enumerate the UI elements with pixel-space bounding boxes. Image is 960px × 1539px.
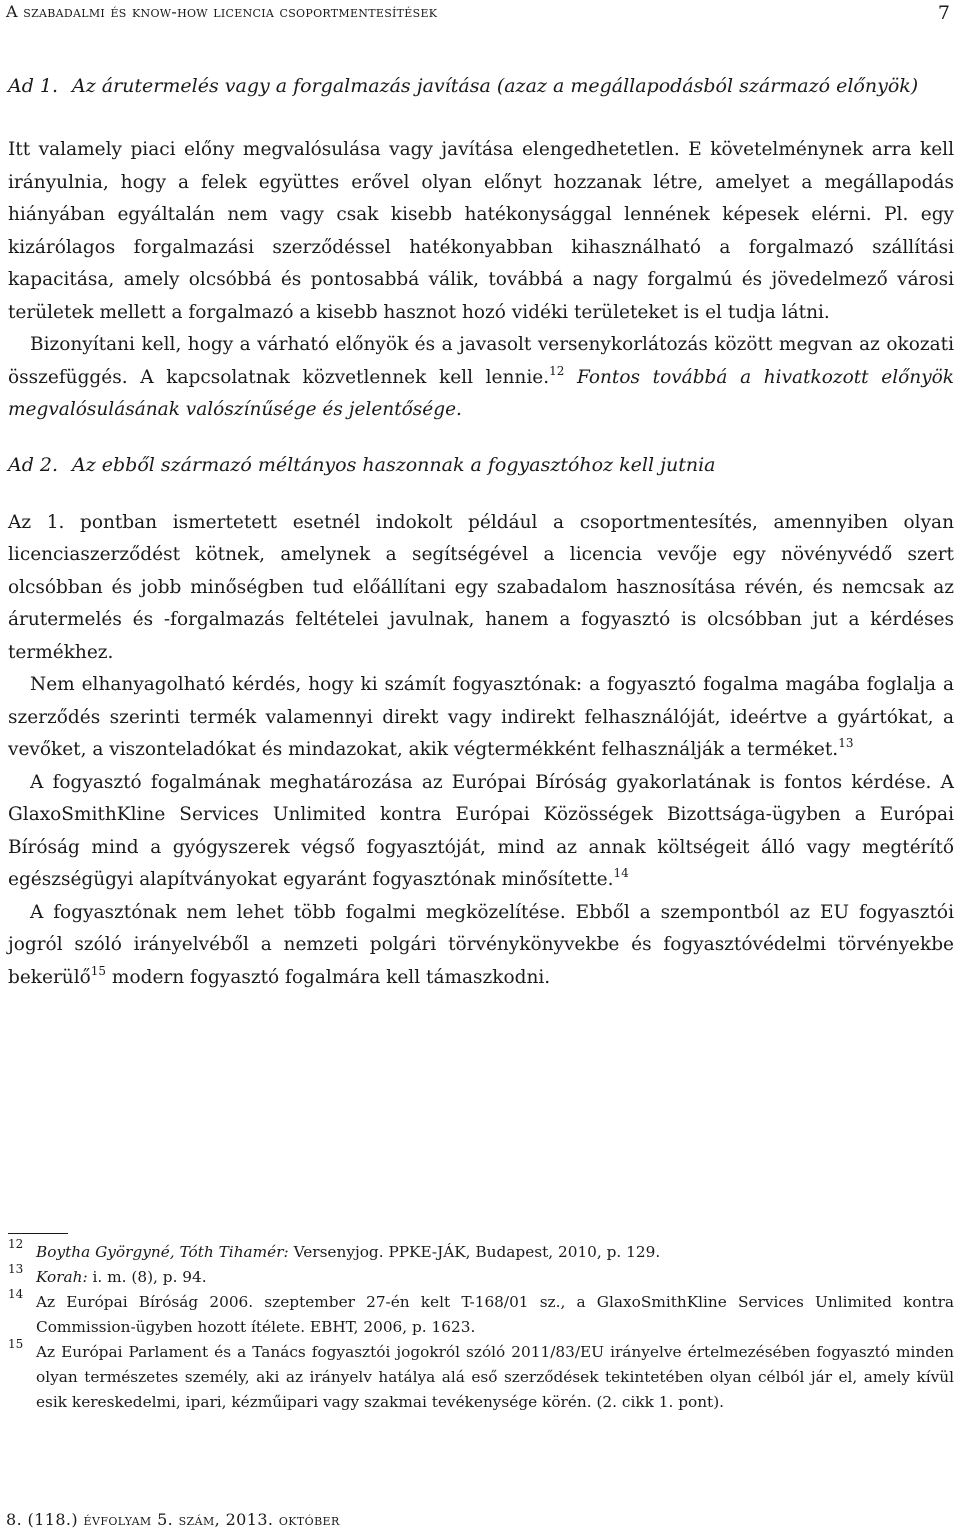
- footnote-14: [8, 1287, 954, 1340]
- footnote-authors: Korah:: [36, 1268, 88, 1286]
- footnote-15: [8, 1337, 954, 1415]
- section-1-paragraph-2-text: Bizonyítani kell, hogy a várható előnyök és a javasolt versenykorlátozás között megvan az okozati összefüggés. A kapcsolatnak közvetlennek kell lennie.: [8, 334, 954, 388]
- footnote-ref-15[interactable]: 15: [90, 963, 107, 978]
- section-1-heading: [8, 70, 954, 102]
- section-1-paragraph-2-italic: Fontos továbbá a hivatkozott előnyök megvalósulásának valószínűsége és jelentősége.: [8, 366, 954, 420]
- footnote-text: Az Európai Parlament és a Tanács fogyasztói jogokról szóló 2011/83/EU irányelve értelmezésében fogyasztó minden olyan természetes személy, aki az irányelv hatálya alá eső szerződések tekintetében olyan célból jár el, amely kívül esik kereskedelmi, ipari, kézműipari vagy szakmai tevékenysége körén. (2. cikk 1. pont).: [36, 1343, 954, 1411]
- footnote-authors: Boytha Györgyné, Tóth Tihamér:: [36, 1243, 289, 1261]
- footnote-text: i. m. (8), p. 94.: [87, 1268, 207, 1286]
- section-2-title: Az ebből származó méltányos haszonnak a fogyasztóhoz kell jutnia: [72, 453, 716, 476]
- section-2-paragraph-4: [8, 897, 954, 995]
- footnote-ref-13[interactable]: 13: [838, 736, 854, 750]
- running-header: [6, 2, 954, 30]
- running-footer: 8. (118.) évfolyam 5. szám, 2013. október: [6, 1510, 340, 1529]
- running-header-title: A szabadalmi és know-how licencia csoportmentesítések: [6, 2, 438, 21]
- footnotes: [8, 1237, 954, 1415]
- section-1-title: Az árutermelés vagy a forgalmazás javítása (azaz a megállapodásból származó előnyök): [72, 75, 919, 97]
- section-2-heading: [8, 449, 954, 481]
- footnote-number: 15: [8, 1337, 24, 1351]
- page-number: 7: [937, 2, 950, 24]
- section-1-number: Ad 1.: [8, 75, 59, 97]
- section-2-paragraph-3-text: A fogyasztó fogalmának meghatározása az Európai Bíróság gyakorlatának is fontos kérdése. A GlaxoSmithKline Services Unlimited kontra Európai Közösségek Bizottsága-ügyben a Európai Bíróság mind a gyógyszerek végső fogyasztóját, mind az annak költségeit álló vagy megtérítő egészségügyi alapítványokat egyaránt fogyasztónak minősítette.: [8, 771, 954, 890]
- section-2-number: Ad 2.: [8, 453, 59, 476]
- section-2-paragraph-2: [8, 669, 954, 767]
- section-1-paragraph-2: [8, 329, 954, 427]
- footnote-13: [8, 1262, 954, 1290]
- footnote-12: [8, 1237, 954, 1265]
- section-1-paragraph-1: Itt valamely piaci előny megvalósulása vagy javítása elengedhetetlen. E követelménynek arra kell irányulnia, hogy a felek együttes erővel olyan előnyt hozzanak létre, amelyet a megállapodás hiányában egyáltalán nem vagy csak kisebb hatékonysággal lennének képesek elérni. Pl. egy kizárólagos forgalmazási szerződéssel hatékonyabban kihasználható a forgalmazó szállítási kapacitása, amely olcsóbbá és pontosabbá válik, továbbá a nagy forgalmú és jövedelmező városi területek mellett a forgalmazó a kisebb hasznot hozó vidéki területeket is el tudja látni.: [8, 139, 954, 323]
- footnote-text: Versenyjog. PPKE-JÁK, Budapest, 2010, p. 129.: [288, 1243, 661, 1261]
- main-content: [8, 70, 954, 994]
- section-2-paragraph-2-text: Nem elhanyagolható kérdés, hogy ki számít fogyasztónak: a fogyasztó fogalma magába foglalja a szerződés szerinti termék valamennyi direkt vagy indirekt felhasználóját, ideértve a gyártókat, a vevőket, a viszonteladókat és mindazokat, akik végtermékként felhasználják a terméket.: [8, 674, 954, 760]
- section-2-paragraph-4-text: A fogyasztónak nem lehet több fogalmi megközelítése. Ebből a szempontból az EU fogyasztói jogról szóló irányelvéből a nemzeti polgári törvénykönyvekbe és fogyasztóvédelmi törvényekbe bekerülő: [8, 901, 954, 988]
- section-2-paragraph-4-text-end: modern fogyasztó fogalmára kell támaszkodni.: [106, 966, 551, 988]
- footnote-number: 14: [8, 1287, 24, 1301]
- footnote-ref-14[interactable]: 14: [613, 866, 629, 880]
- section-2-paragraph-3: [8, 767, 954, 897]
- footnote-text: Az Európai Bíróság 2006. szeptember 27-én kelt T-168/01 sz., a GlaxoSmithKline Services Unlimited kontra Commission-ügyben hozott ítélete. EBHT, 2006, p. 1623.: [36, 1293, 954, 1336]
- section-2-paragraph-1: Az 1. pontban ismertetett esetnél indokolt például a csoportmentesítés, amennyiben olyan licenciaszerződést kötnek, amelynek a segítségével a licencia vevője egy növényvédő szert olcsóbban és jobb minőségben tud előállítani egy szabadalom hasznosítása révén, és nemcsak az árutermelés és -forgalmazás feltételei javulnak, hanem a fogyasztó is olcsóbban jut a kérdéses termékhez.: [8, 511, 954, 663]
- footnote-number: 12: [8, 1237, 24, 1251]
- footnote-ref-12[interactable]: 12: [549, 363, 565, 378]
- footnote-number: 13: [8, 1262, 24, 1276]
